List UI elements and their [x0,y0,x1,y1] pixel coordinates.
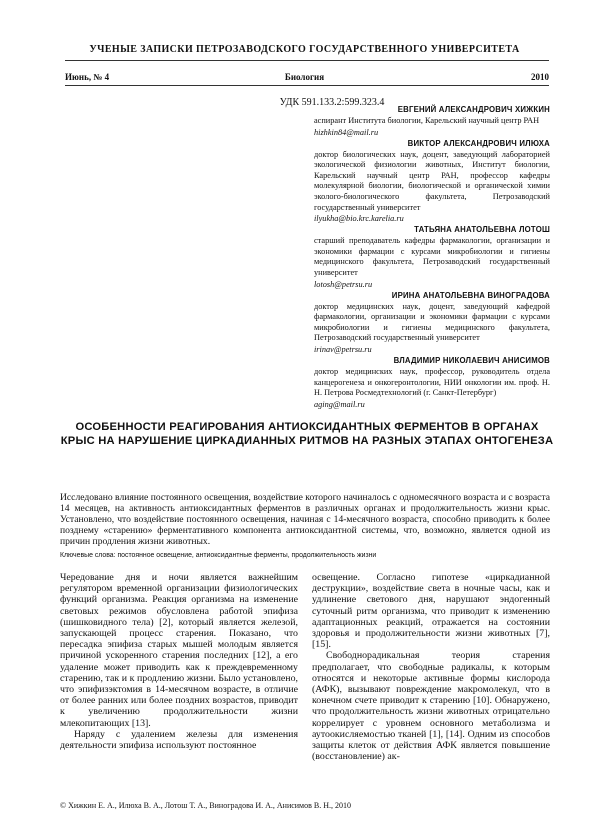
article-title: ОСОБЕННОСТИ РЕАГИРОВАНИЯ АНТИОКСИДАНТНЫХ ФЕРМЕНТОВ В ОРГАНАХ КРЫС НА НАРУШЕНИЕ ЦИРКАДИАННЫХ РИТМОВ НА РАЗНЫХ ЭТАПАХ ОНТОГЕНЕЗА [60,421,554,447]
body-paragraph: Свободнорадикальная теория старения предполагает, что свободные радикалы, к которым относятся и некоторые активные формы кислорода (АФК), вызывают повреждение макромолекул, что в конечном счете приводит к старению [10]. Обнаружено, что продолжительность жизни животных отрицательно коррелирует с уровнем основного метаболизма и аутоокисляемостью тканей [1], [14]. Одним из способов защиты клеток от действия АФК является повышение (восстановление) ак- [312,650,550,763]
body-column-right [312,572,550,762]
author-block [314,290,550,355]
keywords: Ключевые слова: постоянное освещение, антиоксидантные ферменты, продолжительность жизни [60,552,377,559]
year-label: 2010 [531,72,549,82]
abstract: Исследовано влияние постоянного освещения, воздействие которого начиналось с одномесячного возраста и с возраста 14 месяцев, на активность антиоксидантных ферментов в различных органах и продолжительность жизни крыс. Установлено, что воздействие постоянного освещения, начиная с 14-месячного возраста, способно приводить к более позднему «старению» ферментативного компонента антиоксидантной системы, что, возможно, является одной из причин продления жизни животных. [60,492,550,548]
copyright-footnote: © Хижкин Е. А., Илюха В. А., Лотош Т. А., Виноградова И. А., Анисимов В. Н., 2010 [60,801,352,810]
author-email[interactable]: hizhkin84@mail.ru [314,127,379,137]
author-name: ТАТЬЯНА АНАТОЛЬЕВНА ЛОТОШ [414,225,550,235]
author-list [314,104,550,410]
author-affiliation: доктор медицинских наук, профессор, руководитель отдела канцерогенеза и онкогеронтологии, НИИ онкологии им. проф. Н. Н. Петрова Росмедтехнологий (г. Санкт-Петербург) [314,366,550,398]
author-email[interactable]: lotosh@petrsu.ru [314,279,373,289]
body-column-left [60,572,298,751]
author-email[interactable]: aging@mail.ru [314,399,365,409]
author-affiliation: доктор биологических наук, доцент, заведующий лабораторией экологической физиологии животных, Институт биологии, Карельский научный центр РАН, профессор кафедры молекулярной биологии, биологической и органической химии эколого-биологического факультета, Петрозаводский государственный университет [314,149,550,212]
author-block [314,104,550,138]
author-name: ИРИНА АНАТОЛЬЕВНА ВИНОГРАДОВА [391,290,550,300]
header-rule-bottom [65,85,549,86]
section-label: Биология [284,72,325,82]
author-block [314,355,550,410]
author-email[interactable]: irinav@petrsu.ru [314,344,372,354]
author-name: ВИКТОР АЛЕКСАНДРОВИЧ ИЛЮХА [407,138,550,148]
body-paragraph: Наряду с удалением железы для изменения деятельности эпифиза используют постоянное [60,728,298,752]
body-paragraph: освещение. Согласно гипотезе «циркадианной деструкции», воздействие света в ночные часы, как и удлинение светового дня, нарушают эндогенный суточный ритм организма, что приводит к изменению адаптационных реакций, отражается на состоянии здоровья и продолжительности жизни животных [7], [15]. [312,572,550,651]
body-paragraph: Чередование дня и ночи является важнейшим регулятором временной организации физиологических функций организма. Реакция организма на изменение световых режимов обусловлена работой эпифиза (шишковидного тела) [2], который является железой, запускающей процесс старения. Показано, что пересадка эпифиза старых мышей молодым является причиной ускоренного старения последних [12], а его удаление может приводить как к преждевременному старению, так и к продлению жизни. Было установлено, что эпифизэктомия в 14-месячном возрасте, в отличие от более ранних или более поздних возрастов, приводит к увеличению продолжительности жизни млекопитающих [13]. [60,572,298,729]
author-block [314,138,550,225]
author-email[interactable]: ilyukha@bio.krc.karelia.ru [314,214,404,224]
author-name: ЕВГЕНИЙ АЛЕКСАНДРОВИЧ ХИЖКИН [397,105,550,114]
author-affiliation: аспирант Института биологии, Карельский научный центр РАН [314,116,540,125]
author-block [314,224,550,289]
author-name: ВЛАДИМИР НИКОЛАЕВИЧ АНИСИМОВ [393,355,550,365]
author-affiliation: доктор медицинских наук, доцент, заведующий кафедрой фармакологии, организации и экономики фармации с курсами микробиологии и гигиены медицинского факультета, Петрозаводский государственный университет [314,301,550,343]
udk-code: УДК 591.133.2:599.323.4 [279,97,385,108]
issue-label: Июнь, № 4 [65,72,110,82]
journal-title: УЧЕНЫЕ ЗАПИСКИ ПЕТРОЗАВОДСКОГО ГОСУДАРСТВЕННОГО УНИВЕРСИТЕТА [89,44,520,55]
header-rule-top [65,60,549,61]
author-affiliation: старший преподаватель кафедры фармакологии, организации и экономики фармации с курсами микробиологии и гигиены медицинского факультета, Петрозаводский государственный университет [314,236,550,277]
